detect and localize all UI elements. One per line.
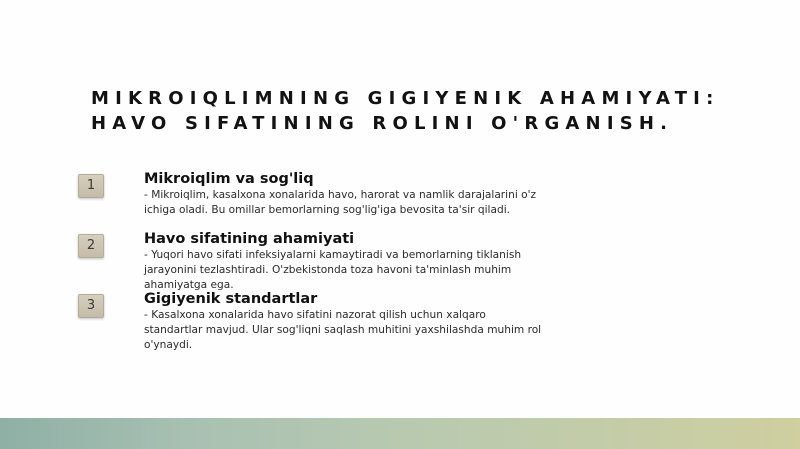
number-badge-1: 1: [78, 174, 104, 198]
item-text-2: - Yuqori havo sifati infeksiyalarni kamaytiradi va bemorlarning tiklanish jarayonini tezlashtiradi. O'zbekistonda toza havoni ta'minlash muhim ahamiyatga ega.: [144, 249, 522, 291]
item-text-1: - Mikroiqlim, kasalxona xonalarida havo, harorat va namlik darajalarini o'z ichiga oladi. Bu omillar bemorlarning sog'lig'iga bevosita ta'sir qiladi.: [144, 189, 537, 216]
number-badge-3: 3: [78, 294, 104, 318]
slide-title: [91, 86, 771, 136]
item-heading-3: Gigiyenik standartlar: [144, 291, 318, 307]
decorative-bottom-band: [0, 418, 800, 449]
item-heading-2: Havo sifatining ahamiyati: [144, 231, 355, 247]
item-heading-1: Mikroiqlim va sog'liq: [144, 171, 314, 187]
number-badge-2: 2: [78, 234, 104, 258]
slide-title-line-2: HAVO SIFATINING ROLINI O'RGANISH.: [91, 113, 674, 134]
item-text-3: - Kasalxona xonalarida havo sifatini nazorat qilish uchun xalqaro standartlar mavjud. Ular sog'liqni saqlash muhitini yaxshilashda muhim rol o'ynaydi.: [144, 309, 542, 351]
slide-title-line-1: MIKROIQLIMNING GIGIYENIK AHAMIYATI:: [91, 88, 720, 109]
